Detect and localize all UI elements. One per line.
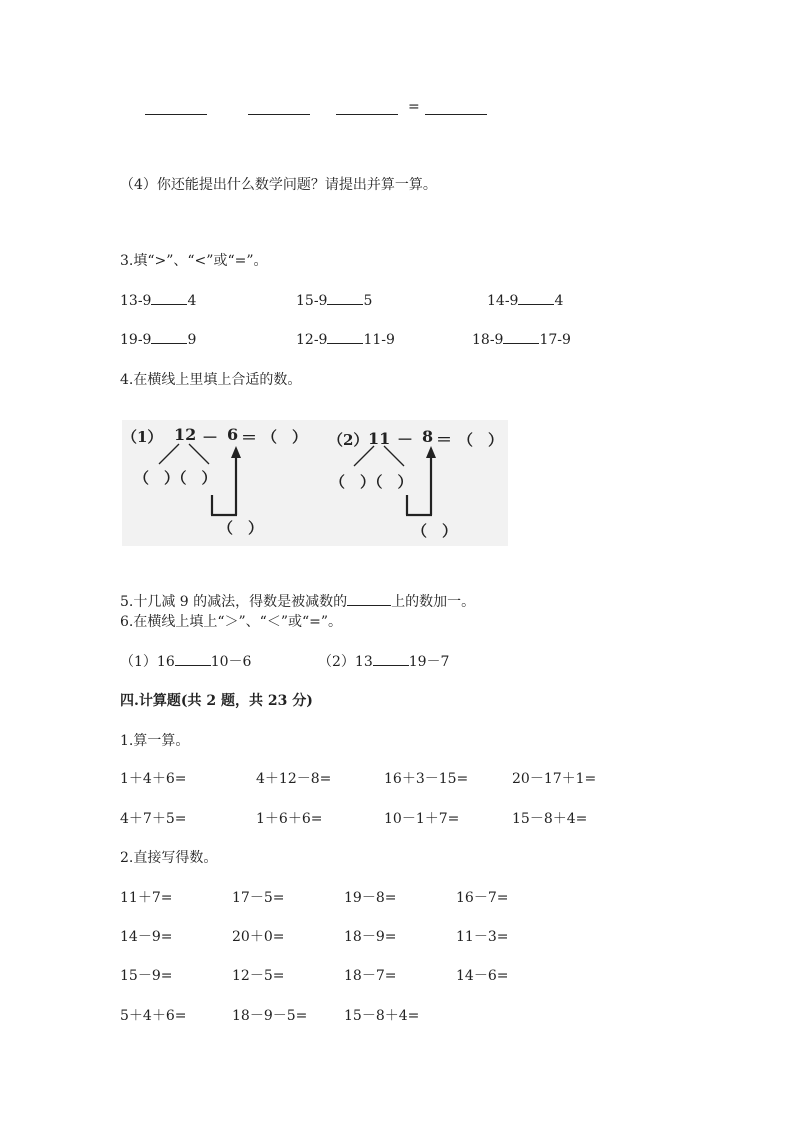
calc-item: 18－7= <box>344 968 397 984</box>
decomposition-figure <box>122 420 508 546</box>
compare-item: 13-9 4 <box>120 290 196 309</box>
part-4-heading: 四.计算题(共 2 题，共 23 分) <box>120 693 313 709</box>
answer-blank-4[interactable] <box>425 100 487 115</box>
calc-item: 16＋3－15= <box>384 771 469 787</box>
answer-blank-3[interactable] <box>336 100 398 115</box>
problem-1-minus: － <box>202 428 219 447</box>
compare-blank[interactable] <box>327 290 363 305</box>
compare-blank[interactable] <box>327 329 363 344</box>
compare-blank[interactable] <box>373 651 409 666</box>
q1-title: 1.算一算。 <box>120 733 190 749</box>
section-4-title: 4.在横线上里填上合适的数。 <box>120 372 302 388</box>
compare-item: 12-9 11-9 <box>296 329 395 348</box>
calc-item: 18－9－5= <box>232 1008 308 1024</box>
section-5-text: 5.十几减 9 的减法，得数是被减数的 上的数加一。 <box>120 591 475 611</box>
calc-item: 12－5= <box>232 968 285 984</box>
problem-2-label: （2） <box>328 431 369 449</box>
section-3-title: 3.填“>”、“<”或“=”。 <box>120 253 268 269</box>
problem-1-minuend: 12 <box>174 425 197 444</box>
calc-item: 20＋0= <box>232 929 285 945</box>
calc-item: 20－17＋1= <box>512 771 597 787</box>
problem-2-minus: － <box>397 430 414 449</box>
problem-1-split-parens[interactable]: （ ）（ ） <box>134 469 217 487</box>
problem-2-split-parens[interactable]: （ ）（ ） <box>330 473 413 491</box>
calc-item: 17－5= <box>232 890 285 906</box>
problem-1-subtrahend: 6 <box>227 425 239 444</box>
problem-2-equals: ＝ <box>436 430 453 449</box>
calc-item: 1＋4＋6= <box>120 771 187 787</box>
calc-item: 16－7= <box>456 890 509 906</box>
problem-2-result-paren[interactable]: （ ） <box>458 431 504 449</box>
compare-item: 19-9 9 <box>120 329 196 348</box>
q2-title: 2.直接写得数。 <box>120 850 218 866</box>
calc-item: 15－9= <box>120 968 173 984</box>
calc-item: 15－8＋4= <box>344 1008 420 1024</box>
compare-item: 18-9 17-9 <box>472 329 571 348</box>
compare-item: 14-9 4 <box>487 290 563 309</box>
compare-item: 15-9 5 <box>296 290 372 309</box>
calc-item: 19－8= <box>344 890 397 906</box>
compare-blank[interactable] <box>151 290 187 305</box>
calc-item: 14－9= <box>120 929 173 945</box>
s6-item-2: （2）13 19－7 <box>318 651 449 671</box>
section-6-title: 6.在横线上填上“＞”、“＜”或“=”。 <box>120 614 343 630</box>
s6-item-1: （1）16 10－6 <box>120 651 251 671</box>
problem-1-label: （1） <box>122 428 163 446</box>
calc-item: 1＋6＋6= <box>256 811 323 827</box>
q4-prompt: （4）你还能提出什么数学问题？请提出并算一算。 <box>120 177 437 193</box>
calc-item: 4＋12－8= <box>256 771 332 787</box>
problem-1-equals: ＝ <box>241 428 258 447</box>
answer-blank-1[interactable] <box>145 100 207 115</box>
equals-sign: = <box>408 99 420 115</box>
problem-2-subtrahend: 8 <box>422 427 434 446</box>
fill-blank[interactable] <box>347 591 391 606</box>
problem-1-bottom-paren[interactable]: （ ） <box>218 519 264 537</box>
problem-1-result-paren[interactable]: （ ） <box>262 428 308 446</box>
compare-blank[interactable] <box>503 329 539 344</box>
calc-item: 10－1＋7= <box>384 811 460 827</box>
calc-item: 4＋7＋5= <box>120 811 187 827</box>
compare-blank[interactable] <box>175 651 211 666</box>
compare-blank[interactable] <box>151 329 187 344</box>
calc-item: 18－9= <box>344 929 397 945</box>
problem-2-minuend: 11 <box>368 429 391 448</box>
calc-item: 11＋7= <box>120 890 173 906</box>
calc-item: 15－8＋4= <box>512 811 588 827</box>
calc-item: 14－6= <box>456 968 509 984</box>
answer-blank-2[interactable] <box>248 100 310 115</box>
compare-blank[interactable] <box>518 290 554 305</box>
calc-item: 5＋4＋6= <box>120 1008 187 1024</box>
problem-2-bottom-paren[interactable]: （ ） <box>412 522 458 540</box>
calc-item: 11－3= <box>456 929 509 945</box>
